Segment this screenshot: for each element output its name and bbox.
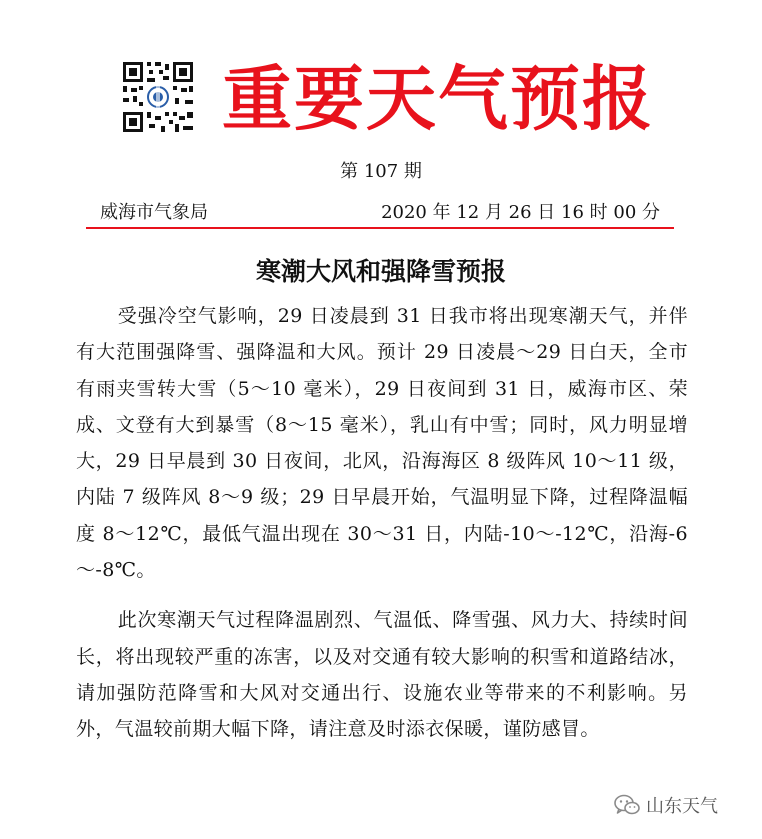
- document-title: 寒潮大风和强降雪预报: [255, 257, 506, 286]
- qr-code-icon: [121, 60, 195, 134]
- issuing-agency: 威海市气象局: [100, 202, 208, 223]
- body-paragraph-2: 此次寒潮天气过程降温剧烈、气温低、降雪强、风力大、持续时间长，将出现较严重的冻害，以及对交通有较大影响的积雪和道路结冰，请加强防范降雪和大风对交通出行、设施农业等带来的不利影响。另外，气温较前期大幅下降，请注意及时添衣保暖，谨防感冒。: [76, 609, 688, 741]
- meta-row: [100, 200, 660, 226]
- issue-number: 第 107 期: [340, 161, 422, 182]
- header-divider: [86, 227, 674, 229]
- masthead-title: 重要天气预报: [222, 57, 654, 140]
- wechat-icon: [614, 794, 640, 816]
- issue-datetime: 2020 年 12 月 26 日 16 时 00 分: [381, 202, 660, 223]
- body-paragraph-1: 受强冷空气影响，29 日凌晨到 31 日我市将出现寒潮天气，并伴有大范围强降雪、强降温和大风。预计 29 日凌晨～29 日白天，全市有雨夹雪转大雪（5～10 毫米），29 日夜间到 31 日，威海市区、荣成、文登有大到暴雪（8～15 毫米），乳山有中雪；同时，风力明显增大，29 日早晨到 30 日夜间，北风，沿海海区 8 级阵风 10～11 级，内陆 7 级阵风 8～9 级；29 日早晨开始，气温明显下降，过程降温幅度 8～12℃，最低气温出现在 30～31 日，内陆-10～-12℃，沿海-6～-8℃。: [76, 305, 688, 582]
- watermark-text: 山东天气: [646, 796, 718, 817]
- source-watermark: [614, 790, 718, 820]
- qr-code: [121, 60, 195, 134]
- document-body: [76, 298, 688, 762]
